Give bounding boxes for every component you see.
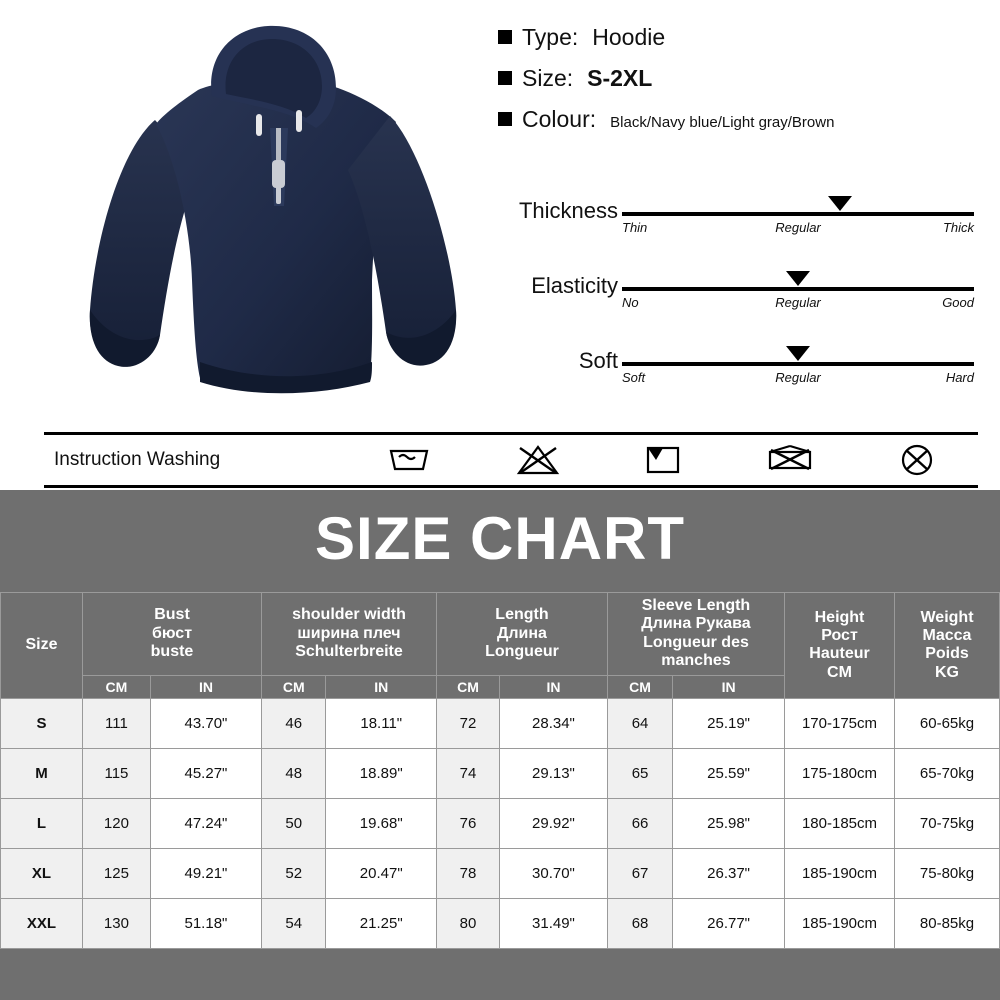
cell-sleeve-cm: 65 — [607, 748, 672, 798]
spec-value-type: Hoodie — [592, 24, 666, 50]
cell-sleeve-cm: 67 — [607, 848, 672, 898]
cell-weight: 60-65kg — [895, 698, 1000, 748]
hand-wash-icon — [387, 445, 431, 475]
header-height-line1: Height — [814, 608, 865, 626]
do-not-dry-clean-icon — [899, 443, 935, 477]
header-shoulder-line2: ширина плеч — [297, 624, 401, 642]
header-shoulder — [262, 593, 437, 676]
unit-bust-in: IN — [150, 675, 261, 698]
unit-length-in: IN — [499, 675, 607, 698]
dry-flat-icon — [645, 444, 681, 476]
scale-tick-left: Thin — [622, 220, 648, 235]
cell-sleeve-cm: 64 — [607, 698, 672, 748]
scale-tick-mid: Regular — [775, 220, 821, 235]
cell-shoulder-cm: 48 — [262, 748, 326, 798]
cell-shoulder-in: 19.68" — [326, 798, 437, 848]
product-specs — [498, 24, 834, 147]
header-weight-line3: Poids — [925, 645, 969, 663]
unit-sleeve-in: IN — [673, 675, 785, 698]
header-height-line3: Hauteur — [809, 645, 870, 663]
cell-shoulder-cm: 50 — [262, 798, 326, 848]
cell-size: XXL — [1, 898, 83, 948]
cell-length-in: 29.13" — [499, 748, 607, 798]
size-chart-body — [1, 698, 1000, 948]
scale-tick-mid: Regular — [775, 370, 821, 385]
cell-bust-cm: 115 — [83, 748, 151, 798]
cell-length-cm: 76 — [436, 798, 499, 848]
header-size: Size — [1, 593, 83, 699]
cell-bust-cm: 120 — [83, 798, 151, 848]
spec-label-colour: Colour: — [522, 106, 597, 132]
spec-row-type — [498, 24, 834, 51]
no-bleach-icon — [516, 444, 560, 476]
scale-marker-thickness — [828, 196, 852, 211]
header-weight-unit: KG — [935, 663, 959, 681]
table-row — [1, 898, 1000, 948]
unit-bust-cm: CM — [83, 675, 151, 698]
scale-label-soft: Soft — [578, 348, 618, 373]
header-length — [436, 593, 607, 676]
bullet-square-icon — [498, 71, 512, 85]
scale-track-thickness — [622, 212, 974, 216]
cell-length-in: 29.92" — [499, 798, 607, 848]
scale-elasticity — [498, 265, 978, 340]
cell-weight: 70-75kg — [895, 798, 1000, 848]
cell-shoulder-cm: 46 — [262, 698, 326, 748]
size-chart-head — [1, 593, 1000, 699]
header-sleeve-line2: Длина Рукава — [641, 615, 751, 633]
attribute-scales — [498, 190, 978, 415]
cell-weight: 65-70kg — [895, 748, 1000, 798]
scale-thickness — [498, 190, 978, 265]
cell-bust-in: 43.70" — [150, 698, 261, 748]
size-chart-table — [0, 592, 1000, 949]
unit-shoulder-in: IN — [326, 675, 437, 698]
scale-marker-soft — [786, 346, 810, 361]
table-row — [1, 798, 1000, 848]
cell-length-cm: 72 — [436, 698, 499, 748]
scale-track-elasticity — [622, 287, 974, 291]
header-length-line2: Длина — [496, 624, 547, 642]
cell-sleeve-in: 25.98" — [673, 798, 785, 848]
header-height-unit: CM — [827, 663, 852, 681]
cell-shoulder-in: 18.11" — [326, 698, 437, 748]
header-height — [785, 593, 895, 699]
cell-height: 185-190cm — [785, 898, 895, 948]
washing-icon-row — [344, 443, 978, 477]
scale-label-elasticity: Elasticity — [531, 273, 618, 298]
spec-value-size: S-2XL — [587, 65, 653, 91]
cell-length-in: 31.49" — [499, 898, 607, 948]
cell-size: S — [1, 698, 83, 748]
header-bust-line3: buste — [150, 642, 194, 660]
top-section — [0, 0, 1000, 470]
table-row — [1, 748, 1000, 798]
cell-sleeve-cm: 68 — [607, 898, 672, 948]
header-bust — [83, 593, 262, 676]
spec-value-colour: Black/Navy blue/Light gray/Brown — [610, 114, 835, 131]
cell-height: 180-185cm — [785, 798, 895, 848]
unit-sleeve-cm: CM — [607, 675, 672, 698]
spec-label-size: Size: — [522, 65, 574, 91]
unit-length-cm: CM — [436, 675, 499, 698]
scale-tick-mid: Regular — [775, 295, 821, 310]
header-bust-line2: бюст — [151, 624, 193, 642]
bullet-square-icon — [498, 112, 512, 126]
cell-sleeve-in: 26.37" — [673, 848, 785, 898]
scale-tick-left: Soft — [622, 370, 646, 385]
scale-tick-right: Thick — [942, 220, 974, 235]
washing-title: Instruction Washing — [54, 449, 221, 470]
cell-length-cm: 78 — [436, 848, 499, 898]
size-chart-section — [0, 490, 1000, 1000]
header-sleeve-line3: Longueur des — [643, 633, 749, 651]
cell-bust-cm: 130 — [83, 898, 151, 948]
cell-height: 185-190cm — [785, 848, 895, 898]
cell-shoulder-in: 20.47" — [326, 848, 437, 898]
cell-bust-cm: 125 — [83, 848, 151, 898]
cell-bust-in: 49.21" — [150, 848, 261, 898]
header-weight-line2: Macca — [922, 626, 972, 644]
divider-bottom — [44, 485, 978, 488]
header-sleeve-line1: Sleeve Length — [641, 597, 751, 614]
header-sleeve-line4: manches — [661, 652, 731, 670]
cell-shoulder-cm: 52 — [262, 848, 326, 898]
size-chart-title: SIZE CHART — [315, 505, 685, 572]
scale-track-soft — [622, 362, 974, 366]
cell-sleeve-cm: 66 — [607, 798, 672, 848]
cell-bust-in: 51.18" — [150, 898, 261, 948]
unit-shoulder-cm: CM — [262, 675, 326, 698]
cell-size: L — [1, 798, 83, 848]
cell-height: 175-180cm — [785, 748, 895, 798]
cell-sleeve-in: 26.77" — [673, 898, 785, 948]
product-image — [60, 10, 460, 410]
header-sleeve — [607, 593, 784, 676]
size-chart-header-row — [1, 593, 1000, 676]
cell-height: 170-175cm — [785, 698, 895, 748]
scale-marker-elasticity — [786, 271, 810, 286]
header-bust-line1: Bust — [154, 606, 190, 624]
cell-bust-in: 47.24" — [150, 798, 261, 848]
header-length-line1: Length — [495, 606, 549, 624]
cell-bust-in: 45.27" — [150, 748, 261, 798]
spec-label-type: Type: — [522, 24, 579, 50]
scale-tick-right: Hard — [945, 370, 974, 385]
cell-length-in: 28.34" — [499, 698, 607, 748]
scale-tick-right: Good — [942, 295, 974, 310]
cell-length-cm: 80 — [436, 898, 499, 948]
cell-length-cm: 74 — [436, 748, 499, 798]
table-row — [1, 698, 1000, 748]
cell-length-in: 30.70" — [499, 848, 607, 898]
cell-size: M — [1, 748, 83, 798]
spec-row-size — [498, 65, 834, 92]
bullet-square-icon — [498, 30, 512, 44]
header-shoulder-line1: shoulder width — [292, 606, 406, 624]
header-height-line2: Рост — [821, 626, 858, 644]
header-weight — [895, 593, 1000, 699]
cell-sleeve-in: 25.59" — [673, 748, 785, 798]
cell-size: XL — [1, 848, 83, 898]
table-row — [1, 848, 1000, 898]
spec-row-colour — [498, 106, 834, 133]
cell-shoulder-in: 21.25" — [326, 898, 437, 948]
no-tumble-dry-icon — [766, 444, 814, 476]
scale-label-thickness: Thickness — [518, 198, 618, 223]
header-length-line3: Longueur — [485, 642, 559, 660]
cell-bust-cm: 111 — [83, 698, 151, 748]
cell-weight: 75-80kg — [895, 848, 1000, 898]
cell-sleeve-in: 25.19" — [673, 698, 785, 748]
scale-soft — [498, 340, 978, 415]
cell-weight: 80-85kg — [895, 898, 1000, 948]
scale-tick-left: No — [622, 295, 639, 310]
header-shoulder-line3: Schulterbreite — [295, 642, 403, 660]
header-weight-line1: Weight — [920, 608, 974, 626]
cell-shoulder-cm: 54 — [262, 898, 326, 948]
cell-shoulder-in: 18.89" — [326, 748, 437, 798]
washing-instructions — [44, 435, 978, 485]
